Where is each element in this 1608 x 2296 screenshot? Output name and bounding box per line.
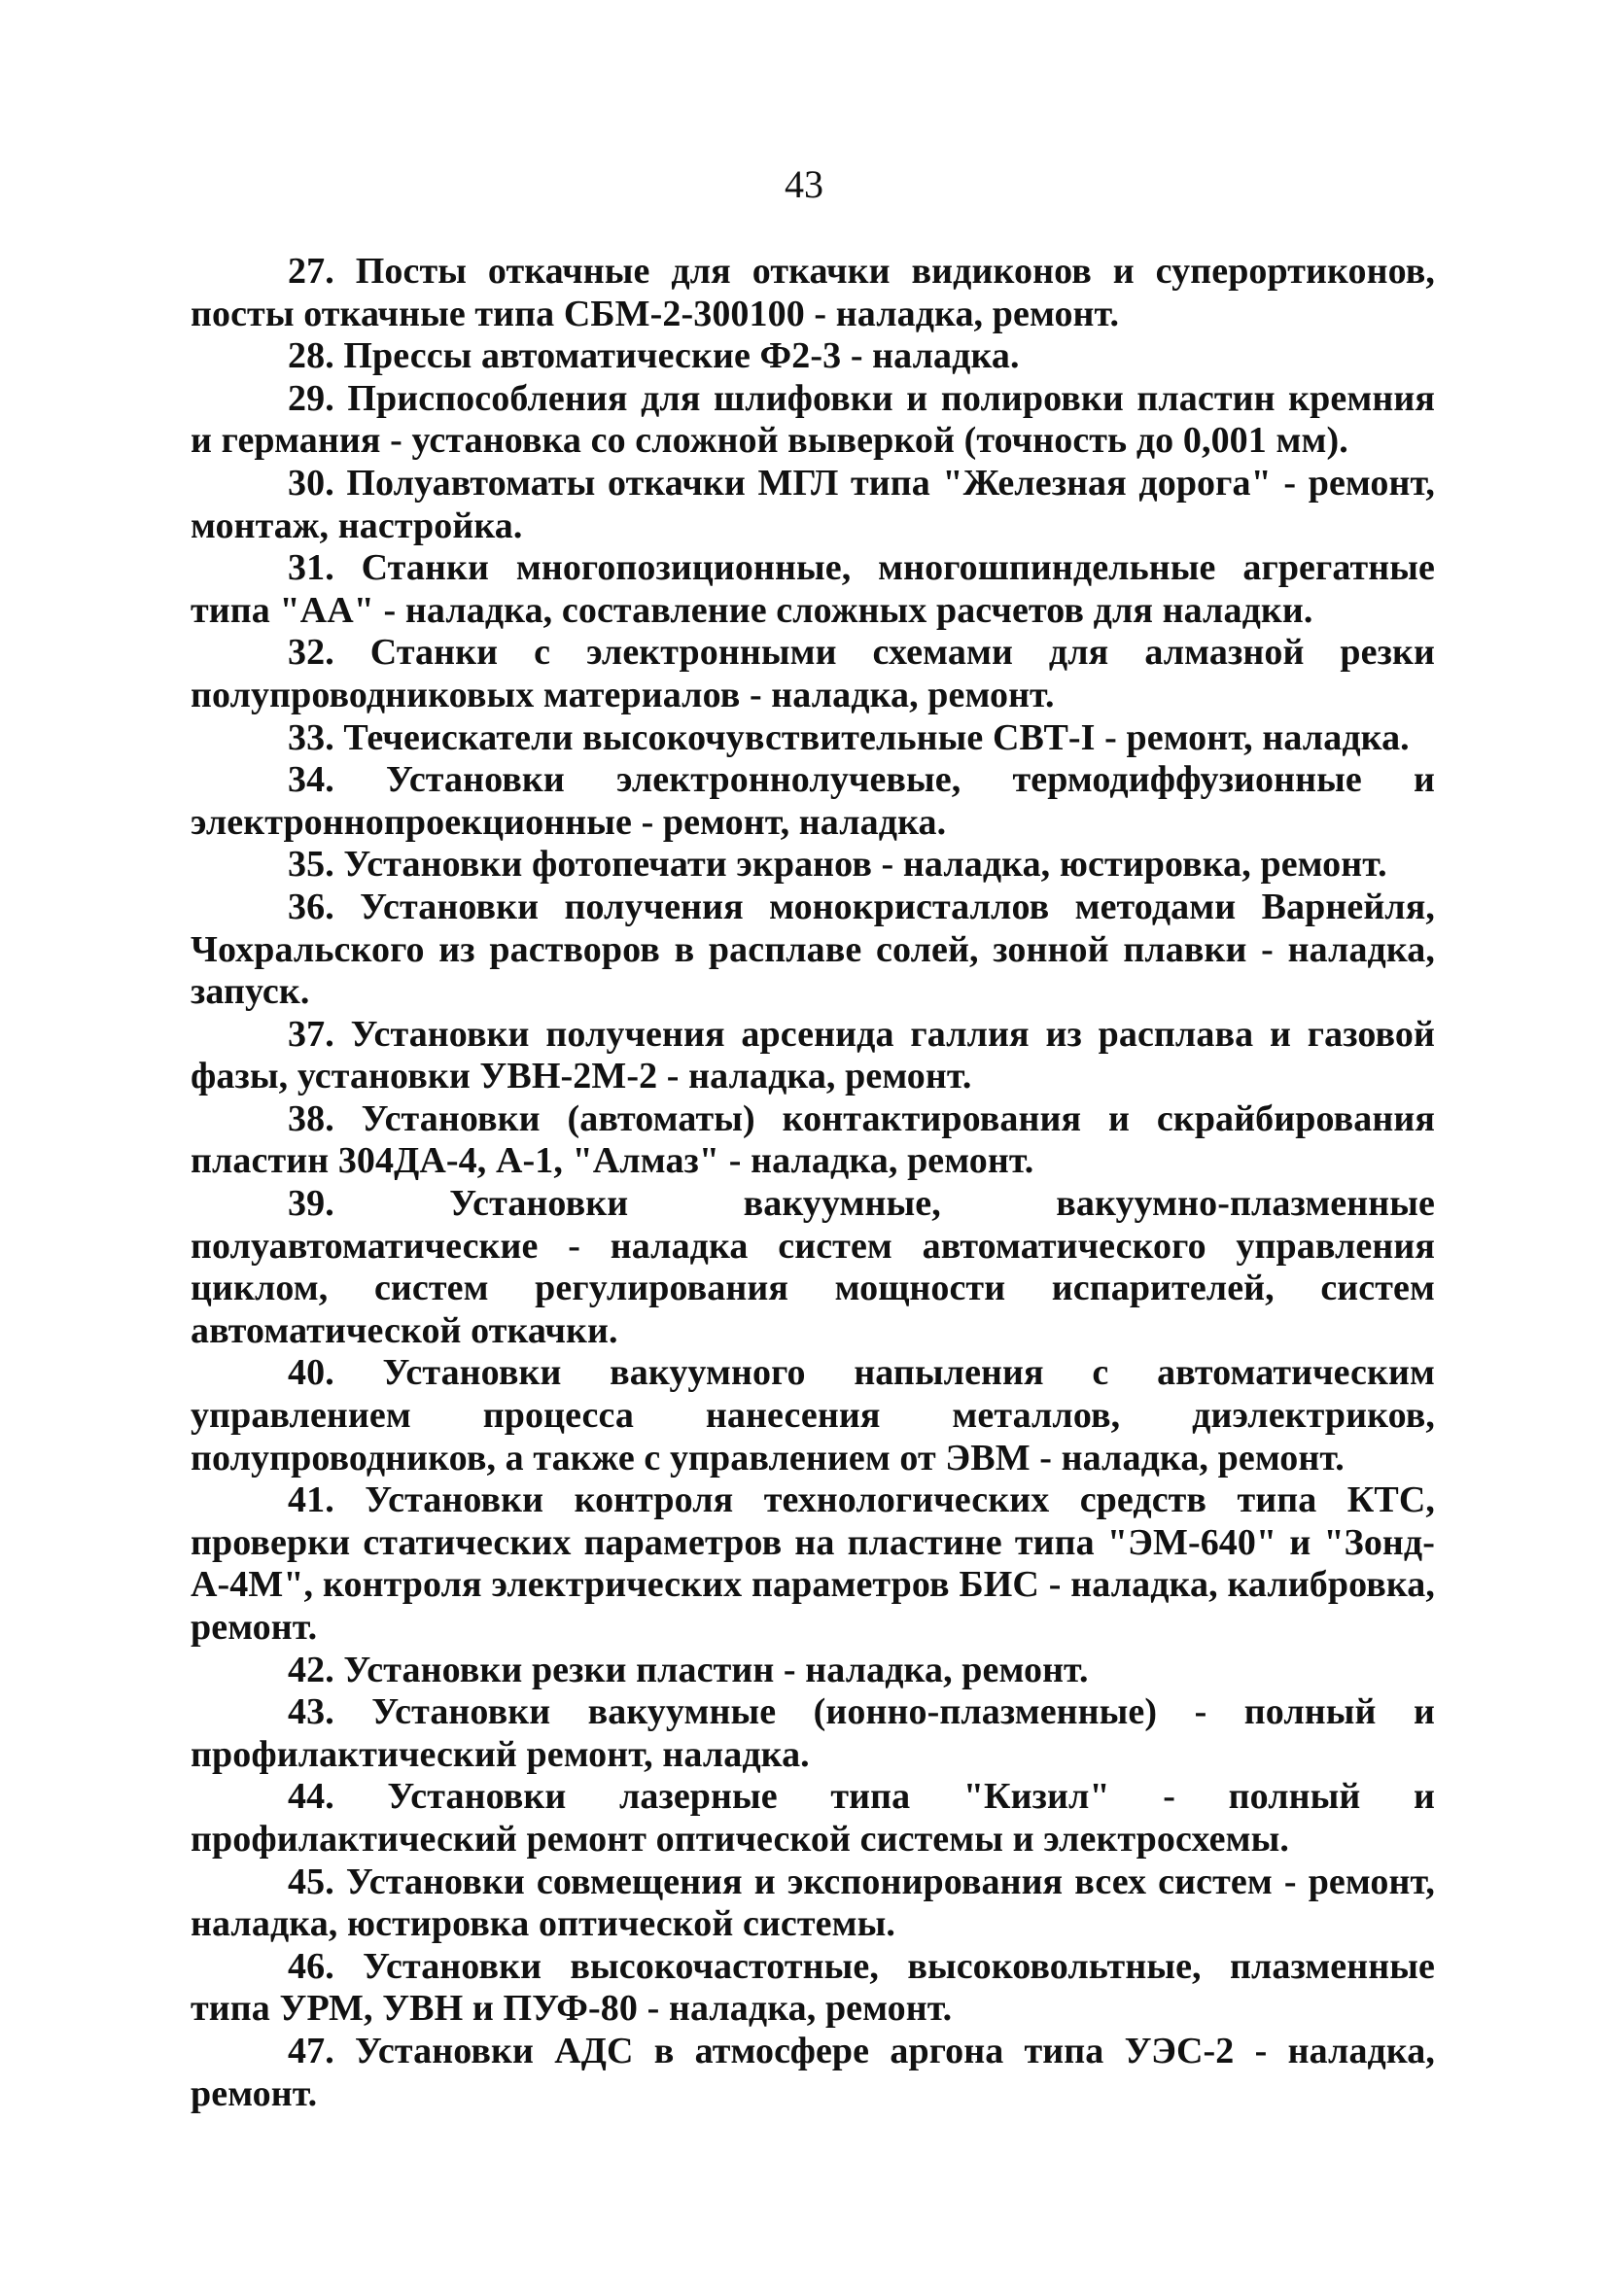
list-item-40: 40. Установки вакуумного напыления с автоматическим управлением процесса нанесения металлов, диэлектриков, полупроводников, а также с управлением от ЭВМ - наладка, ремонт. (191, 1352, 1435, 1478)
list-item-43: 43. Установки вакуумные (ионно-плазменные) - полный и профилактический ремонт, наладка. (191, 1691, 1435, 1775)
list-item-33: 33. Течеискатели высокочувствительные СВТ-I - ремонт, наладка. (288, 716, 1410, 758)
list-item-29: 29. Приспособления для шлифовки и полировки пластин кремния и германия - установка со сложной выверкой (точность до 0,001 мм). (191, 377, 1435, 462)
list-item-41: 41. Установки контроля технологических средств типа КТС, проверки статических параметров на пластине типа "ЭМ-640" и "Зонд-А-4М", контроля электрических параметров БИС - наладка, калибровка, ремонт. (191, 1479, 1435, 1648)
list-item-37: 37. Установки получения арсенида галлия из расплава и газовой фазы, установки УВН-2М-2 - наладка, ремонт. (191, 1013, 1435, 1097)
list-item-30: 30. Полуавтоматы откачки МГЛ типа "Железная дорога" - ремонт, монтаж, настройка. (191, 462, 1435, 546)
document-body (191, 251, 1435, 2115)
list-item-32: 32. Станки с электронными схемами для алмазной резки полупроводниковых материалов - наладка, ремонт. (191, 632, 1435, 715)
list-item-31: 31. Станки многопозиционные, многошпиндельные агрегатные типа "АА" - наладка, составление сложных расчетов для наладки. (191, 547, 1435, 631)
list-item-45: 45. Установки совмещения и экспонирования всех систем - ремонт, наладка, юстировка оптической системы. (191, 1861, 1435, 1945)
list-item-47: 47. Установки АДС в атмосфере аргона типа УЭС-2 - наладка, ремонт. (191, 2030, 1435, 2114)
list-item-35: 35. Установки фотопечати экранов - наладка, юстировка, ремонт. (288, 844, 1387, 886)
list-item-42: 42. Установки резки пластин - наладка, ремонт. (288, 1649, 1089, 1690)
page-number: 43 (785, 162, 823, 206)
list-item-28: 28. Прессы автоматические Ф2-3 - наладка. (288, 335, 1020, 377)
list-item-36: 36. Установки получения монокристаллов методами Варнейля, Чохральского из растворов в расплаве солей, зонной плавки - наладка, запуск. (191, 886, 1435, 1013)
list-item-46: 46. Установки высокочастотные, высоковольтные, плазменные типа УРМ, УВН и ПУФ-80 - наладка, ремонт. (191, 1945, 1435, 2030)
list-item-38: 38. Установки (автоматы) контактирования и скрайбирования пластин 304ДА-4, А-1, "Алмаз" - наладка, ремонт. (191, 1097, 1435, 1182)
list-item-34: 34. Установки электроннолучевые, термодиффузионные и электроннопроекционные - ремонт, наладка. (191, 759, 1435, 843)
list-item-27: 27. Посты откачные для откачки видиконов и суперортиконов, посты откачные типа СБМ-2-300100 - наладка, ремонт. (191, 251, 1435, 334)
list-item-44: 44. Установки лазерные типа "Кизил" - полный и профилактический ремонт оптической системы и электросхемы. (191, 1776, 1435, 1860)
list-item-39: 39. Установки вакуумные, вакуумно-плазменные полуавтоматические - наладка систем автоматического управления циклом, систем регулирования мощности испарителей, систем автоматической откачки. (191, 1183, 1435, 1351)
